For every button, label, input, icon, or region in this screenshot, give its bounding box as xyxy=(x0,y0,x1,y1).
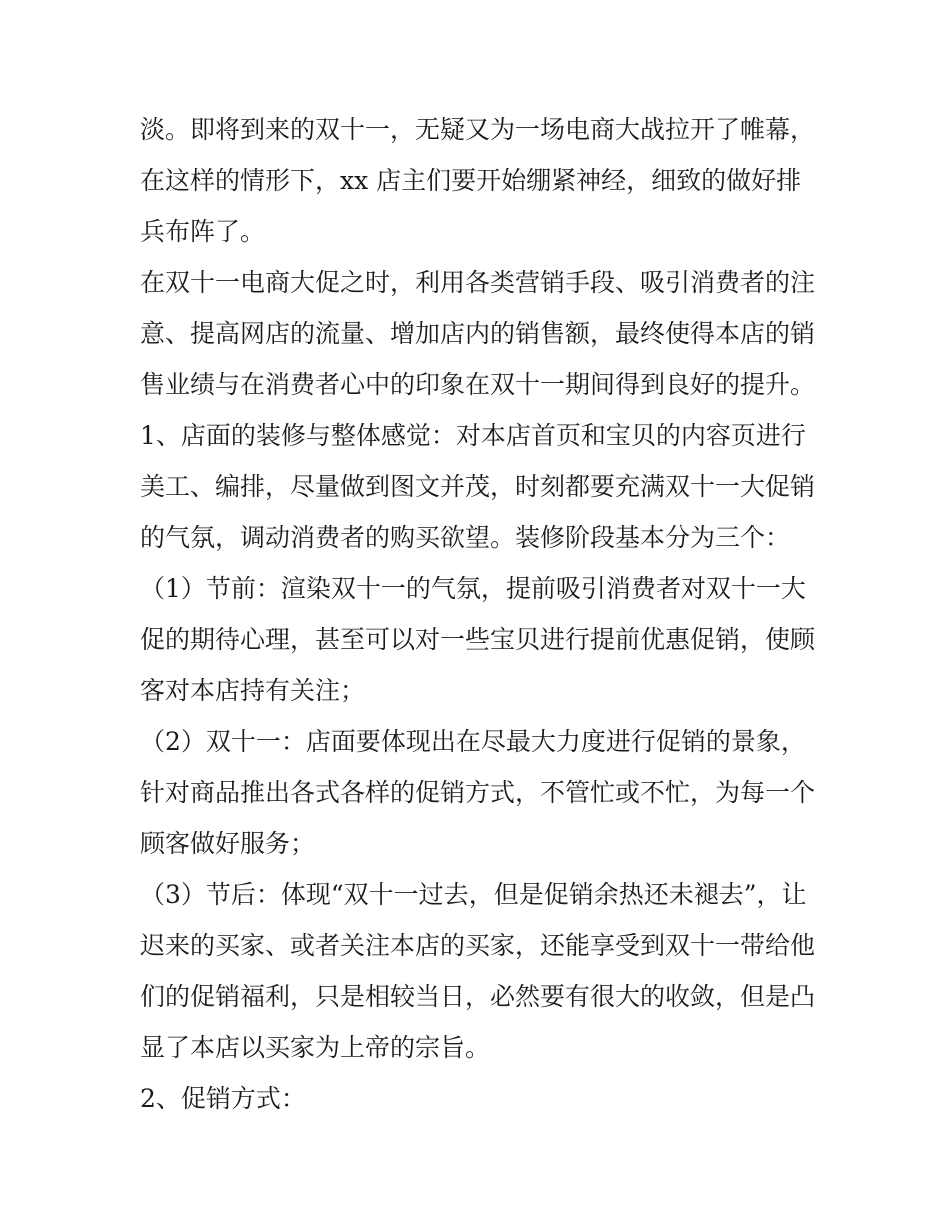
text-line: 顾客做好服务； xyxy=(140,829,316,858)
text-line: 显了本店以买家为上帝的宗旨。 xyxy=(140,1033,491,1062)
paragraph-goal xyxy=(140,257,820,410)
paragraph-intro-continuation xyxy=(140,104,820,257)
text-line: 意、提高网店的流量、增加店内的销售额，最终使得本店的销 xyxy=(140,319,816,348)
text-line: （2）双十一：店面要体现出在尽最大力度进行促销的景象， xyxy=(140,727,806,756)
document-body xyxy=(140,104,820,1124)
text-line: 迟来的买家、或者关注本店的买家，还能享受到双十一带给他 xyxy=(140,931,816,960)
text-line: 客对本店持有关注； xyxy=(140,676,366,705)
paragraph-section-2-heading xyxy=(140,1073,820,1124)
text-line: （1）节前：渲染双十一的气氛，提前吸引消费者对双十一大 xyxy=(140,574,806,603)
paragraph-stage-during xyxy=(140,716,820,869)
text-line: 售业绩与在消费者心中的印象在双十一期间得到良好的提升。 xyxy=(140,370,816,399)
paragraph-stage-before xyxy=(140,563,820,716)
text-line: 们的促销福利，只是相较当日，必然要有很大的收敛，但是凸 xyxy=(140,982,816,1011)
section-heading: 2、促销方式： xyxy=(140,1084,306,1113)
text-line: 在这样的情形下，xx 店主们要开始绷紧神经，细致的做好排 xyxy=(140,166,802,195)
text-line: 针对商品推出各式各样的促销方式，不管忙或不忙，为每一个 xyxy=(140,778,816,807)
paragraph-stage-after xyxy=(140,869,820,1073)
text-line: 美工、编排，尽量做到图文并茂，时刻都要充满双十一大促销 xyxy=(140,472,816,501)
text-line: 促的期待心理，甚至可以对一些宝贝进行提前优惠促销，使顾 xyxy=(140,625,816,654)
text-line: 在双十一电商大促之时，利用各类营销手段、吸引消费者的注 xyxy=(140,268,816,297)
text-line: （3）节后：体现“双十一过去，但是促销余热还未褪去”，让 xyxy=(140,880,807,909)
text-line: 1、店面的装修与整体感觉：对本店首页和宝贝的内容页进行 xyxy=(140,421,806,450)
text-line: 的气氛，调动消费者的购买欲望。装修阶段基本分为三个： xyxy=(140,523,791,552)
text-line: 淡。即将到来的双十一，无疑又为一场电商大战拉开了帷幕， xyxy=(140,115,816,144)
text-line: 兵布阵了。 xyxy=(140,217,266,246)
paragraph-section-1-store-decoration xyxy=(140,410,820,563)
